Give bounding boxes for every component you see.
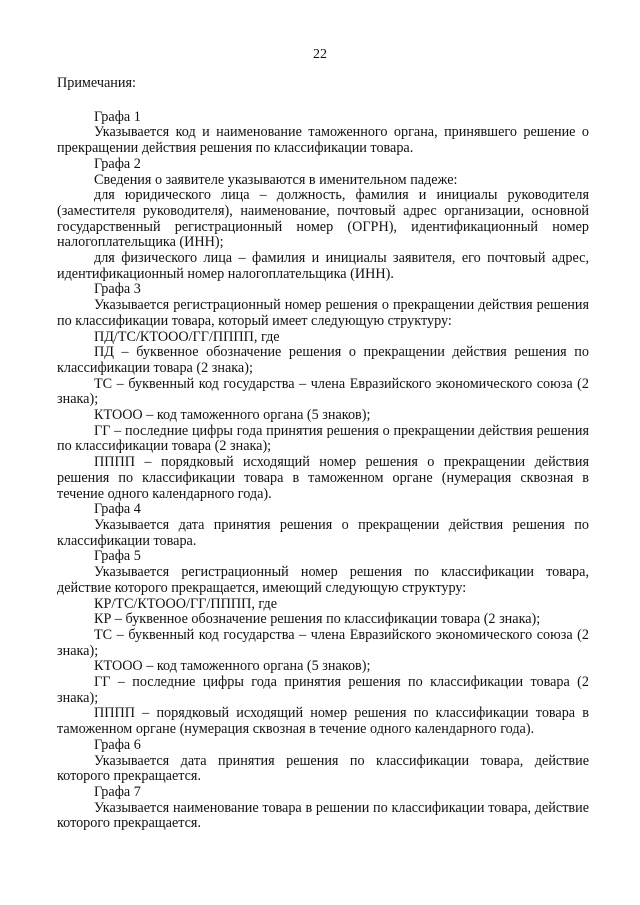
- page-number: 22: [313, 47, 327, 62]
- note-paragraph: для физического лица – фамилия и инициалы заявителя, его почтовый адрес, идентификационный номер налогоплательщика (ИНН).: [57, 250, 589, 282]
- note-paragraph: ТС – буквенный код государства – члена Евразийского экономического союза (2 знака);: [57, 626, 589, 659]
- note-paragraph: для юридического лица – должность, фамилия и инициалы руководителя (заместителя руководителя), наименование, почтовый адрес организации, основной государственный регистрационный номер (ОГРН), идентификационный номер налогоплательщика (ИНН);: [57, 187, 589, 251]
- note-paragraph: КР/ТС/КТООО/ГГ/ПППП, где: [94, 595, 278, 612]
- notes-heading: Примечания:: [57, 75, 136, 91]
- graph-title: Графа 5: [94, 548, 141, 565]
- note-paragraph: КТООО – код таможенного органа (5 знаков);: [94, 658, 371, 675]
- graph-title: Графа 4: [94, 501, 141, 518]
- note-paragraph: Указывается регистрационный номер решения о прекращении действия решения по классификации товара, который имеет следующую структуру:: [57, 297, 589, 329]
- notes-body: [57, 110, 589, 832]
- note-paragraph: Указывается дата принятия решения о прекращении действия решения по классификации товара.: [57, 516, 589, 549]
- graph-title: Графа 1: [94, 108, 141, 125]
- note-paragraph: ПД – буквенное обозначение решения о прекращении действия решения по классификации товара (2 знака);: [57, 344, 589, 376]
- note-paragraph: ГГ – последние цифры года принятия решения по классификации товара (2 знака);: [57, 674, 589, 706]
- note-paragraph: КТООО – код таможенного органа (5 знаков);: [94, 407, 371, 424]
- graph-title: Графа 7: [94, 783, 141, 800]
- note-paragraph: ПППП – порядковый исходящий номер решения о прекращении действия решения по классификации товара в таможенном органе (нумерация сквозная в течение одного календарного года).: [57, 454, 589, 502]
- note-paragraph: Указывается наименование товара в решении по классификации товара, действие которого прекращается.: [57, 799, 589, 832]
- note-paragraph: ГГ – последние цифры года принятия решения о прекращении действия решения по классификации товара (2 знака);: [57, 422, 589, 455]
- notes-content: [57, 76, 589, 832]
- note-paragraph: Указывается дата принятия решения по классификации товара, действие которого прекращается.: [57, 752, 589, 785]
- note-paragraph: КР – буквенное обозначение решения по классификации товара (2 знака);: [94, 611, 541, 628]
- note-paragraph: ПППП – порядковый исходящий номер решения по классификации товара в таможенном органе (нумерация сквозная в течение одного календарного года).: [57, 705, 589, 738]
- note-paragraph: Сведения о заявителе указываются в именительном падеже:: [94, 171, 458, 188]
- graph-title: Графа 2: [94, 155, 141, 172]
- note-paragraph: ПД/ТС/КТООО/ГГ/ПППП, где: [94, 328, 280, 345]
- note-paragraph: ТС – буквенный код государства – члена Евразийского экономического союза (2 знака);: [57, 375, 589, 408]
- note-paragraph: Указывается регистрационный номер решения по классификации товара, действие которого прекращается, имеющий следующую структуру:: [57, 564, 589, 596]
- graph-title: Графа 3: [94, 281, 141, 298]
- graph-title: Графа 6: [94, 736, 141, 753]
- note-paragraph: Указывается код и наименование таможенного органа, принявшего решение о прекращении действия решения по классификации товара.: [57, 124, 589, 157]
